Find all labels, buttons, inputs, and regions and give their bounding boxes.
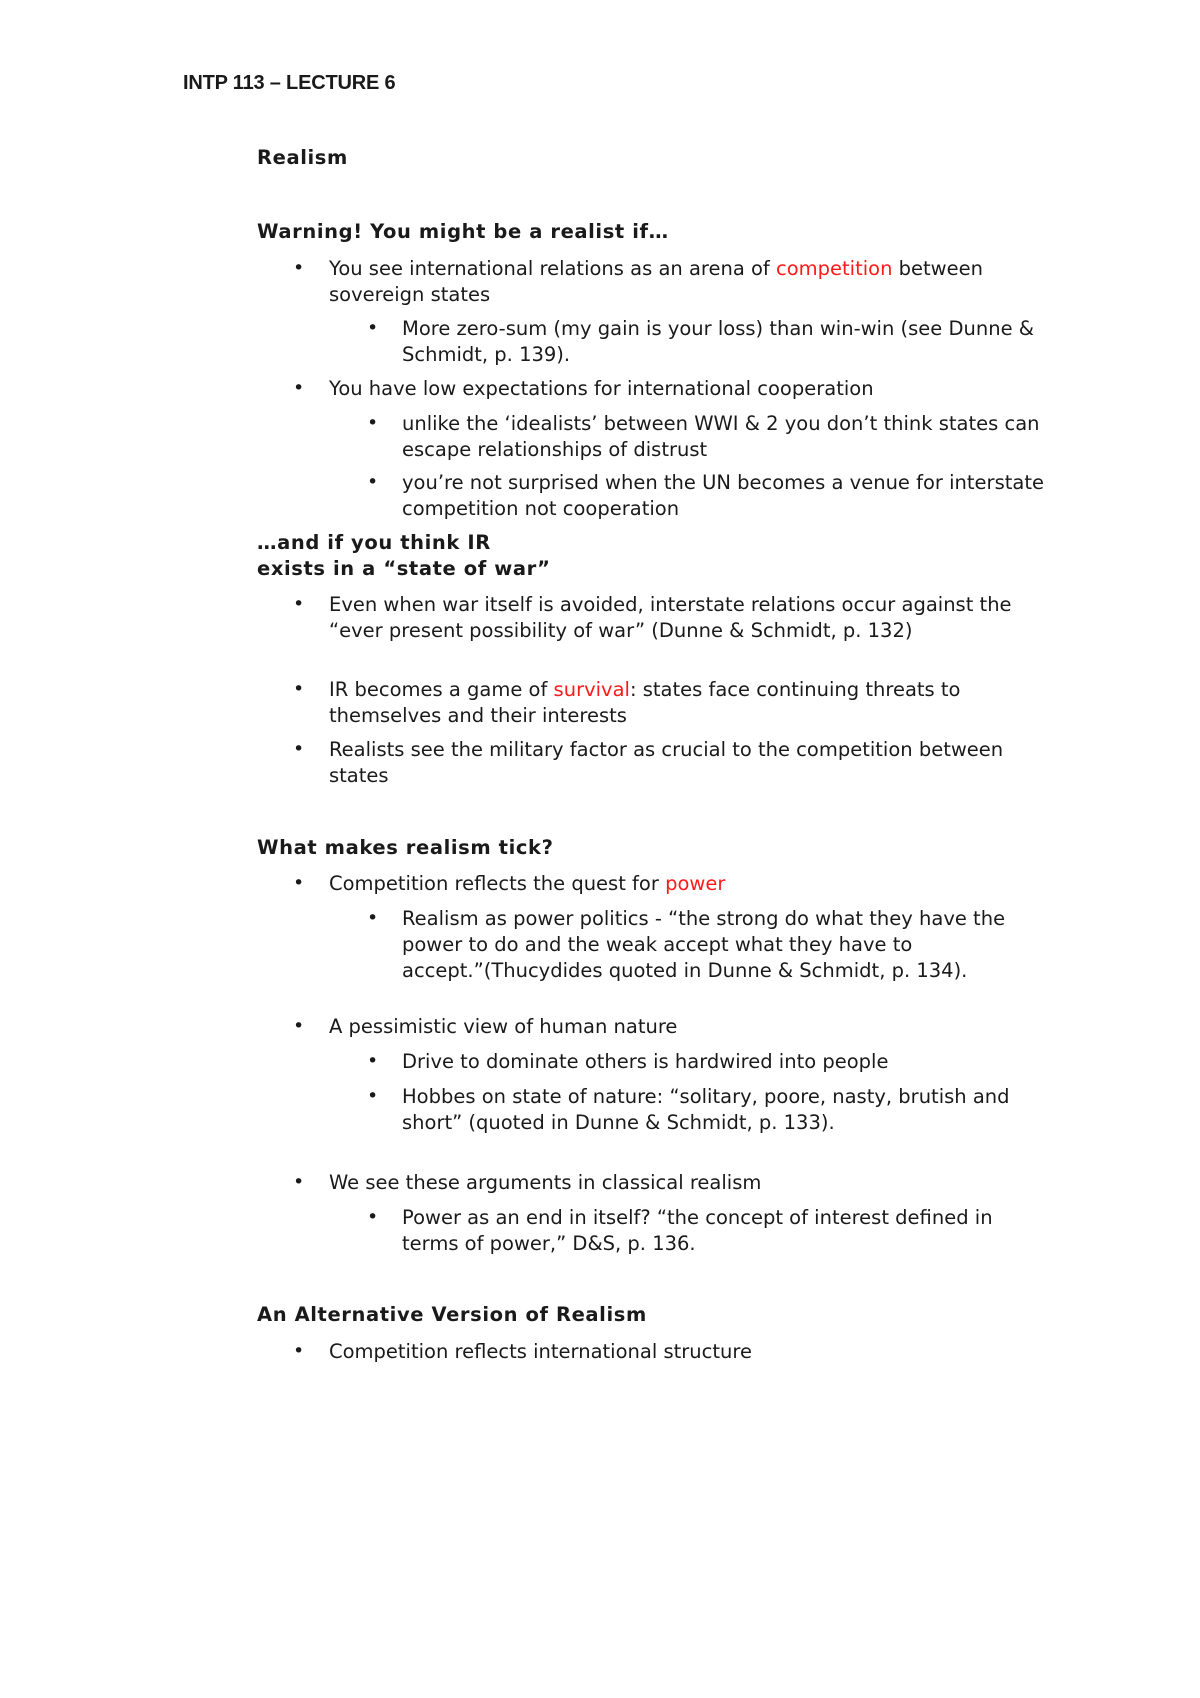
list-item: • IR becomes a game of survival: states face continuing threats to themselves and their interests bbox=[293, 678, 961, 727]
keyword-power: power bbox=[665, 872, 726, 895]
sub-list-item: • you’re not surprised when the UN becomes a venue for interstate competition not cooperation bbox=[367, 471, 1044, 520]
sub-list-item: • Power as an end in itself? “the concept of interest defined in terms of power,” D&S, p. 136. bbox=[367, 1206, 993, 1255]
bullet-icon: • bbox=[293, 1340, 305, 1362]
keyword-competition: competition bbox=[776, 257, 893, 280]
sub-list-item: • More zero-sum (my gain is your loss) than win-win (see Dunne & Schmidt, p. 139). bbox=[367, 317, 1034, 366]
keyword-survival: survival bbox=[553, 678, 630, 701]
section-heading-alternative: An Alternative Version of Realism bbox=[257, 1303, 647, 1326]
section-heading-realism-tick: What makes realism tick? bbox=[257, 836, 554, 859]
sub-list-item: • Drive to dominate others is hardwired into people bbox=[367, 1050, 889, 1073]
list-item: • Realists see the military factor as crucial to the competition between states bbox=[293, 738, 1004, 787]
section-heading-state-of-war-line1: …and if you think IR bbox=[257, 531, 491, 554]
bullet-icon: • bbox=[293, 1015, 305, 1037]
bullet-icon: • bbox=[293, 738, 305, 760]
list-item: • You have low expectations for international cooperation bbox=[293, 377, 874, 400]
sub-list-item: • Realism as power politics - “the strong do what they have the power to do and the weak accept what they have to accept.”(Thucydides quoted in Dunne & Schmidt, p. 134). bbox=[367, 907, 1006, 982]
bullet-icon: • bbox=[367, 1050, 379, 1072]
section-heading-warning: Warning! You might be a realist if… bbox=[257, 220, 669, 243]
list-item: • Even when war itself is avoided, interstate relations occur against the “ever present possibility of war” (Dunne & Schmidt, p. 132) bbox=[293, 593, 1012, 642]
list-item: • A pessimistic view of human nature bbox=[293, 1015, 678, 1038]
bullet-icon: • bbox=[367, 317, 379, 339]
doc-title: Realism bbox=[257, 146, 348, 169]
bullet-icon: • bbox=[367, 1085, 379, 1107]
bullet-icon: • bbox=[367, 412, 379, 434]
bullet-icon: • bbox=[367, 471, 379, 493]
sub-list-item: • Hobbes on state of nature: “solitary, poore, nasty, brutish and short” (quoted in Dunne & Schmidt, p. 133). bbox=[367, 1085, 1010, 1134]
list-item: • You see international relations as an arena of competition between sovereign states bbox=[293, 257, 983, 306]
bullet-icon: • bbox=[293, 678, 305, 700]
list-item: • Competition reflects the quest for power bbox=[293, 872, 726, 895]
bullet-icon: • bbox=[293, 377, 305, 399]
list-item: • We see these arguments in classical realism bbox=[293, 1171, 762, 1194]
bullet-icon: • bbox=[367, 907, 379, 929]
bullet-icon: • bbox=[293, 593, 305, 615]
bullet-icon: • bbox=[293, 872, 305, 894]
bullet-icon: • bbox=[293, 257, 305, 279]
bullet-icon: • bbox=[293, 1171, 305, 1193]
sub-list-item: • unlike the ‘idealists’ between WWI & 2 you don’t think states can escape relationships of distrust bbox=[367, 412, 1040, 461]
list-item: • Competition reflects international structure bbox=[293, 1340, 752, 1363]
section-heading-state-of-war-line2: exists in a “state of war” bbox=[257, 557, 551, 580]
lecture-header: INTP 113 – LECTURE 6 bbox=[183, 72, 396, 94]
bullet-icon: • bbox=[367, 1206, 379, 1228]
